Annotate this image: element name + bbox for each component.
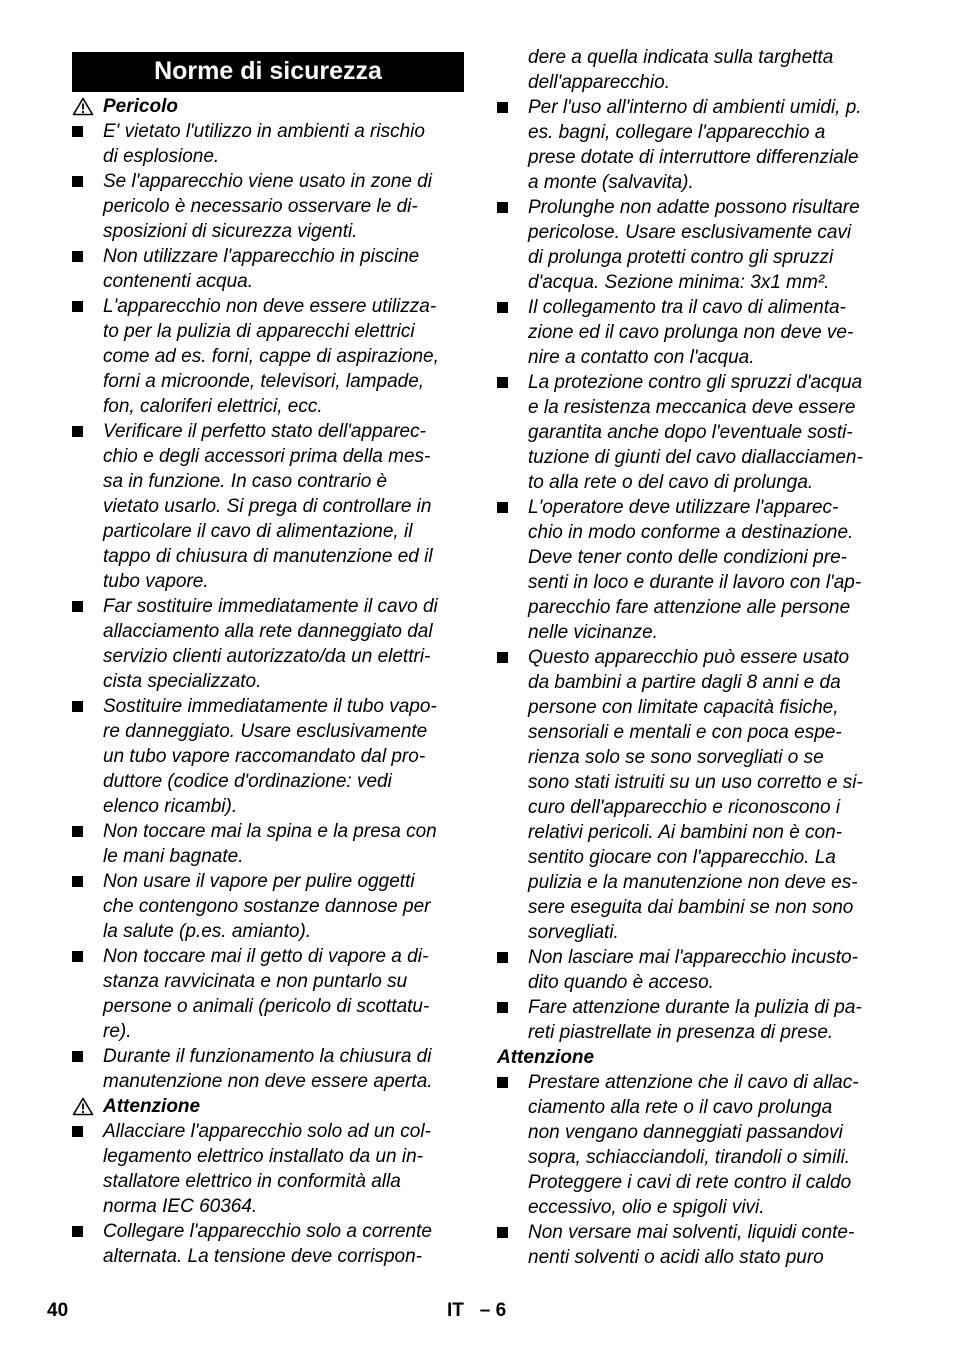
text-line: di esplosione. <box>103 146 220 167</box>
list-item <box>72 294 464 419</box>
square-bullet-icon <box>497 1077 508 1088</box>
text-line: come ad es. forni, cappe di aspirazione, <box>103 346 439 367</box>
text-line: sorvegliati. <box>528 922 619 943</box>
text-line: Far sostituire immediatamente il cavo di <box>103 596 438 617</box>
subheading <box>72 94 464 119</box>
list-item <box>72 944 464 1044</box>
text-line: a monte (salvavita). <box>528 172 694 193</box>
subheading <box>497 1045 889 1070</box>
text-line: sensoriali e mentali e con poca espe- <box>528 722 842 743</box>
text-line: sposizioni di sicurezza vigenti. <box>103 221 358 242</box>
square-bullet-icon <box>72 1126 83 1137</box>
list-item <box>72 594 464 694</box>
text-line: ciamento alla rete o il cavo prolunga <box>528 1097 833 1118</box>
text-line: duttore (codice d'ordinazione: vedi <box>103 771 392 792</box>
list-item <box>497 195 889 295</box>
text-line: fon, caloriferi elettrici, ecc. <box>103 396 323 417</box>
text-line: Sostituire immediatamente il tubo vapo- <box>103 696 437 717</box>
square-bullet-icon <box>72 1051 83 1062</box>
text-line: elenco ricambi). <box>103 796 238 817</box>
text-line: to alla rete o del cavo di prolunga. <box>528 472 814 493</box>
list-item <box>72 1119 464 1219</box>
square-bullet-icon <box>497 1002 508 1013</box>
text-line: allacciamento alla rete danneggiato dal <box>103 621 433 642</box>
text-line: zione ed il cavo prolunga non deve ve- <box>528 322 854 343</box>
text-line: persone con limitate capacità fisiche, <box>528 697 839 718</box>
text-line: La protezione contro gli spruzzi d'acqua <box>528 372 863 393</box>
text-line: Il collegamento tra il cavo di alimenta- <box>528 297 846 318</box>
text-line: nelle vicinanze. <box>528 622 658 643</box>
list-item <box>497 645 889 945</box>
list-item-continuation <box>497 45 889 95</box>
text-line: eccessivo, olio e spigoli vivi. <box>528 1197 765 1218</box>
text-line: Durante il funzionamento la chiusura di <box>103 1046 432 1067</box>
right-column-content <box>497 45 889 1270</box>
square-bullet-icon <box>497 202 508 213</box>
text-line: Prestare attenzione che il cavo di allac- <box>528 1072 859 1093</box>
list-item <box>72 1219 464 1269</box>
text-line: Per l'uso all'interno di ambienti umidi, p. <box>528 97 862 118</box>
text-line: E' vietato l'utilizzo in ambienti a rischio <box>103 121 425 142</box>
text-line: garantita anche dopo l'eventuale sosti- <box>528 422 853 443</box>
square-bullet-icon <box>497 502 508 513</box>
square-bullet-icon <box>497 102 508 113</box>
text-line: di prolunga protetti contro gli spruzzi <box>528 247 834 268</box>
warning-triangle-icon <box>72 1097 94 1116</box>
text-line: curo dell'apparecchio e riconoscono i <box>528 797 841 818</box>
square-bullet-icon <box>497 302 508 313</box>
square-bullet-icon <box>497 952 508 963</box>
text-line: da bambini a partire dagli 8 anni e da <box>528 672 841 693</box>
text-line: Non utilizzare l'apparecchio in piscine <box>103 246 420 267</box>
text-line: chio in modo conforme a destinazione. <box>528 522 854 543</box>
right-column <box>497 45 889 1270</box>
square-bullet-icon <box>72 301 83 312</box>
list-item <box>72 244 464 294</box>
text-line: Questo apparecchio può essere usato <box>528 647 850 668</box>
square-bullet-icon <box>72 251 83 262</box>
warning-triangle-icon <box>72 97 94 116</box>
subheading-text: Attenzione <box>103 1096 201 1117</box>
text-line: dere a quella indicata sulla targhetta <box>528 47 834 68</box>
text-line: tuzione di giunti del cavo diallacciamen- <box>528 447 863 468</box>
text-line: e la resistenza meccanica deve essere <box>528 397 856 418</box>
text-line: Se l'apparecchio viene usato in zone di <box>103 171 432 192</box>
text-line: re danneggiato. Usare esclusivamente <box>103 721 428 742</box>
text-line: Collegare l'apparecchio solo a corrente <box>103 1221 432 1242</box>
text-line: L'apparecchio non deve essere utilizza- <box>103 296 437 317</box>
square-bullet-icon <box>72 826 83 837</box>
text-line: Non toccare mai la spina e la presa con <box>103 821 437 842</box>
text-line: L'operatore deve utilizzare l'apparec- <box>528 497 839 518</box>
subheading <box>72 1094 464 1119</box>
text-line: contenenti acqua. <box>103 271 254 292</box>
square-bullet-icon <box>72 951 83 962</box>
text-line: dell'apparecchio. <box>528 72 670 93</box>
text-line: to per la pulizia di apparecchi elettrici <box>103 321 415 342</box>
text-line: Deve tener conto delle condizioni pre- <box>528 547 847 568</box>
square-bullet-icon <box>497 1227 508 1238</box>
text-line: reti piastrellate in presenza di prese. <box>528 1022 834 1043</box>
list-item <box>72 694 464 819</box>
text-line: alternata. La tensione deve corrispon- <box>103 1246 422 1267</box>
square-bullet-icon <box>72 126 83 137</box>
text-line: nenti solventi o acidi allo stato puro <box>528 1247 824 1268</box>
text-line: sentito giocare con l'apparecchio. La <box>528 847 836 868</box>
text-line: tubo vapore. <box>103 571 209 592</box>
square-bullet-icon <box>72 176 83 187</box>
text-line: senti in loco e durante il lavoro con l'ap- <box>528 572 862 593</box>
text-line: forni a microonde, televisori, lampade, <box>103 371 425 392</box>
text-line: Verificare il perfetto stato dell'apparec- <box>103 421 426 442</box>
list-item <box>497 1220 889 1270</box>
text-line: Non versare mai solventi, liquidi conte- <box>528 1222 855 1243</box>
text-line: un tubo vapore raccomandato dal pro- <box>103 746 426 767</box>
list-item <box>72 819 464 869</box>
list-item <box>72 169 464 244</box>
square-bullet-icon <box>72 1226 83 1237</box>
square-bullet-icon <box>497 377 508 388</box>
text-line: d'acqua. Sezione minima: 3x1 mm². <box>528 272 830 293</box>
text-line: Prolunghe non adatte possono risultare <box>528 197 860 218</box>
text-line: norma IEC 60364. <box>103 1196 258 1217</box>
list-item <box>497 945 889 995</box>
text-line: pericolo è necessario osservare le di- <box>103 196 418 217</box>
text-line: relativi pericoli. Ai bambini non è con- <box>528 822 843 843</box>
page-number: 40 <box>47 1300 69 1321</box>
list-item <box>72 1044 464 1094</box>
text-line: le mani bagnate. <box>103 846 244 867</box>
text-line: Fare attenzione durante la pulizia di pa- <box>528 997 862 1018</box>
text-line: tappo di chiusura di manutenzione ed il <box>103 546 433 567</box>
list-item <box>497 295 889 370</box>
list-item <box>497 995 889 1045</box>
text-line: sono stati istruiti su un uso corretto e si- <box>528 772 863 793</box>
text-line: nire a contatto con l'acqua. <box>528 347 755 368</box>
text-line: es. bagni, collegare l'apparecchio a <box>528 122 826 143</box>
square-bullet-icon <box>497 652 508 663</box>
text-line: sa in funzione. In caso contrario è <box>103 471 388 492</box>
text-line: stallatore elettrico in conformità alla <box>103 1171 401 1192</box>
text-line: servizio clienti autorizzato/da un elettri- <box>103 646 431 667</box>
left-column <box>72 45 464 1269</box>
text-line: pericolose. Usare esclusivamente cavi <box>528 222 852 243</box>
list-item <box>72 869 464 944</box>
text-line: cista specializzato. <box>103 671 262 692</box>
text-line: stanza ravvicinata e non puntarlo su <box>103 971 408 992</box>
subheading-text: Attenzione <box>497 1047 595 1068</box>
text-line: Non lasciare mai l'apparecchio incusto- <box>528 947 858 968</box>
square-bullet-icon <box>72 701 83 712</box>
subheading-text: Pericolo <box>103 96 178 117</box>
list-item <box>497 95 889 195</box>
text-line: legamento elettrico installato da un in- <box>103 1146 424 1167</box>
text-line: non vengano danneggiati passandovi <box>528 1122 843 1143</box>
text-line: rienza solo se sono sorvegliati o se <box>528 747 824 768</box>
page-footer-code: IT – 6 <box>447 1300 507 1321</box>
list-item <box>497 1070 889 1220</box>
text-line: chio e degli accessori prima della mes- <box>103 446 431 467</box>
text-line: pulizia e la manutenzione non deve es- <box>528 872 858 893</box>
list-item <box>497 495 889 645</box>
left-column-content <box>72 94 464 1269</box>
text-line: Non usare il vapore per pulire oggetti <box>103 871 415 892</box>
list-item <box>72 119 464 169</box>
text-line: re). <box>103 1021 132 1042</box>
text-line: Proteggere i cavi di rete contro il caldo <box>528 1172 852 1193</box>
text-line: particolare il cavo di alimentazione, il <box>103 521 413 542</box>
section-title: Norme di sicurezza <box>72 52 464 92</box>
text-line: vietato usarlo. Si prega di controllare in <box>103 496 432 517</box>
text-line: parecchio fare attenzione alle persone <box>528 597 851 618</box>
text-line: Allacciare l'apparecchio solo ad un col- <box>103 1121 431 1142</box>
text-line: persone o animali (pericolo di scottatu- <box>103 996 430 1017</box>
text-line: che contengono sostanze dannose per <box>103 896 431 917</box>
text-line: sere eseguita dai bambini se non sono <box>528 897 854 918</box>
square-bullet-icon <box>72 601 83 612</box>
text-line: dito quando è acceso. <box>528 972 714 993</box>
square-bullet-icon <box>72 426 83 437</box>
list-item <box>497 370 889 495</box>
list-item <box>72 419 464 594</box>
text-line: prese dotate di interruttore differenziale <box>528 147 859 168</box>
text-line: sopra, schiacciandoli, tirandoli o simili. <box>528 1147 851 1168</box>
text-line: Non toccare mai il getto di vapore a di- <box>103 946 429 967</box>
square-bullet-icon <box>72 876 83 887</box>
text-line: manutenzione non deve essere aperta. <box>103 1071 433 1092</box>
text-line: la salute (p.es. amianto). <box>103 921 312 942</box>
